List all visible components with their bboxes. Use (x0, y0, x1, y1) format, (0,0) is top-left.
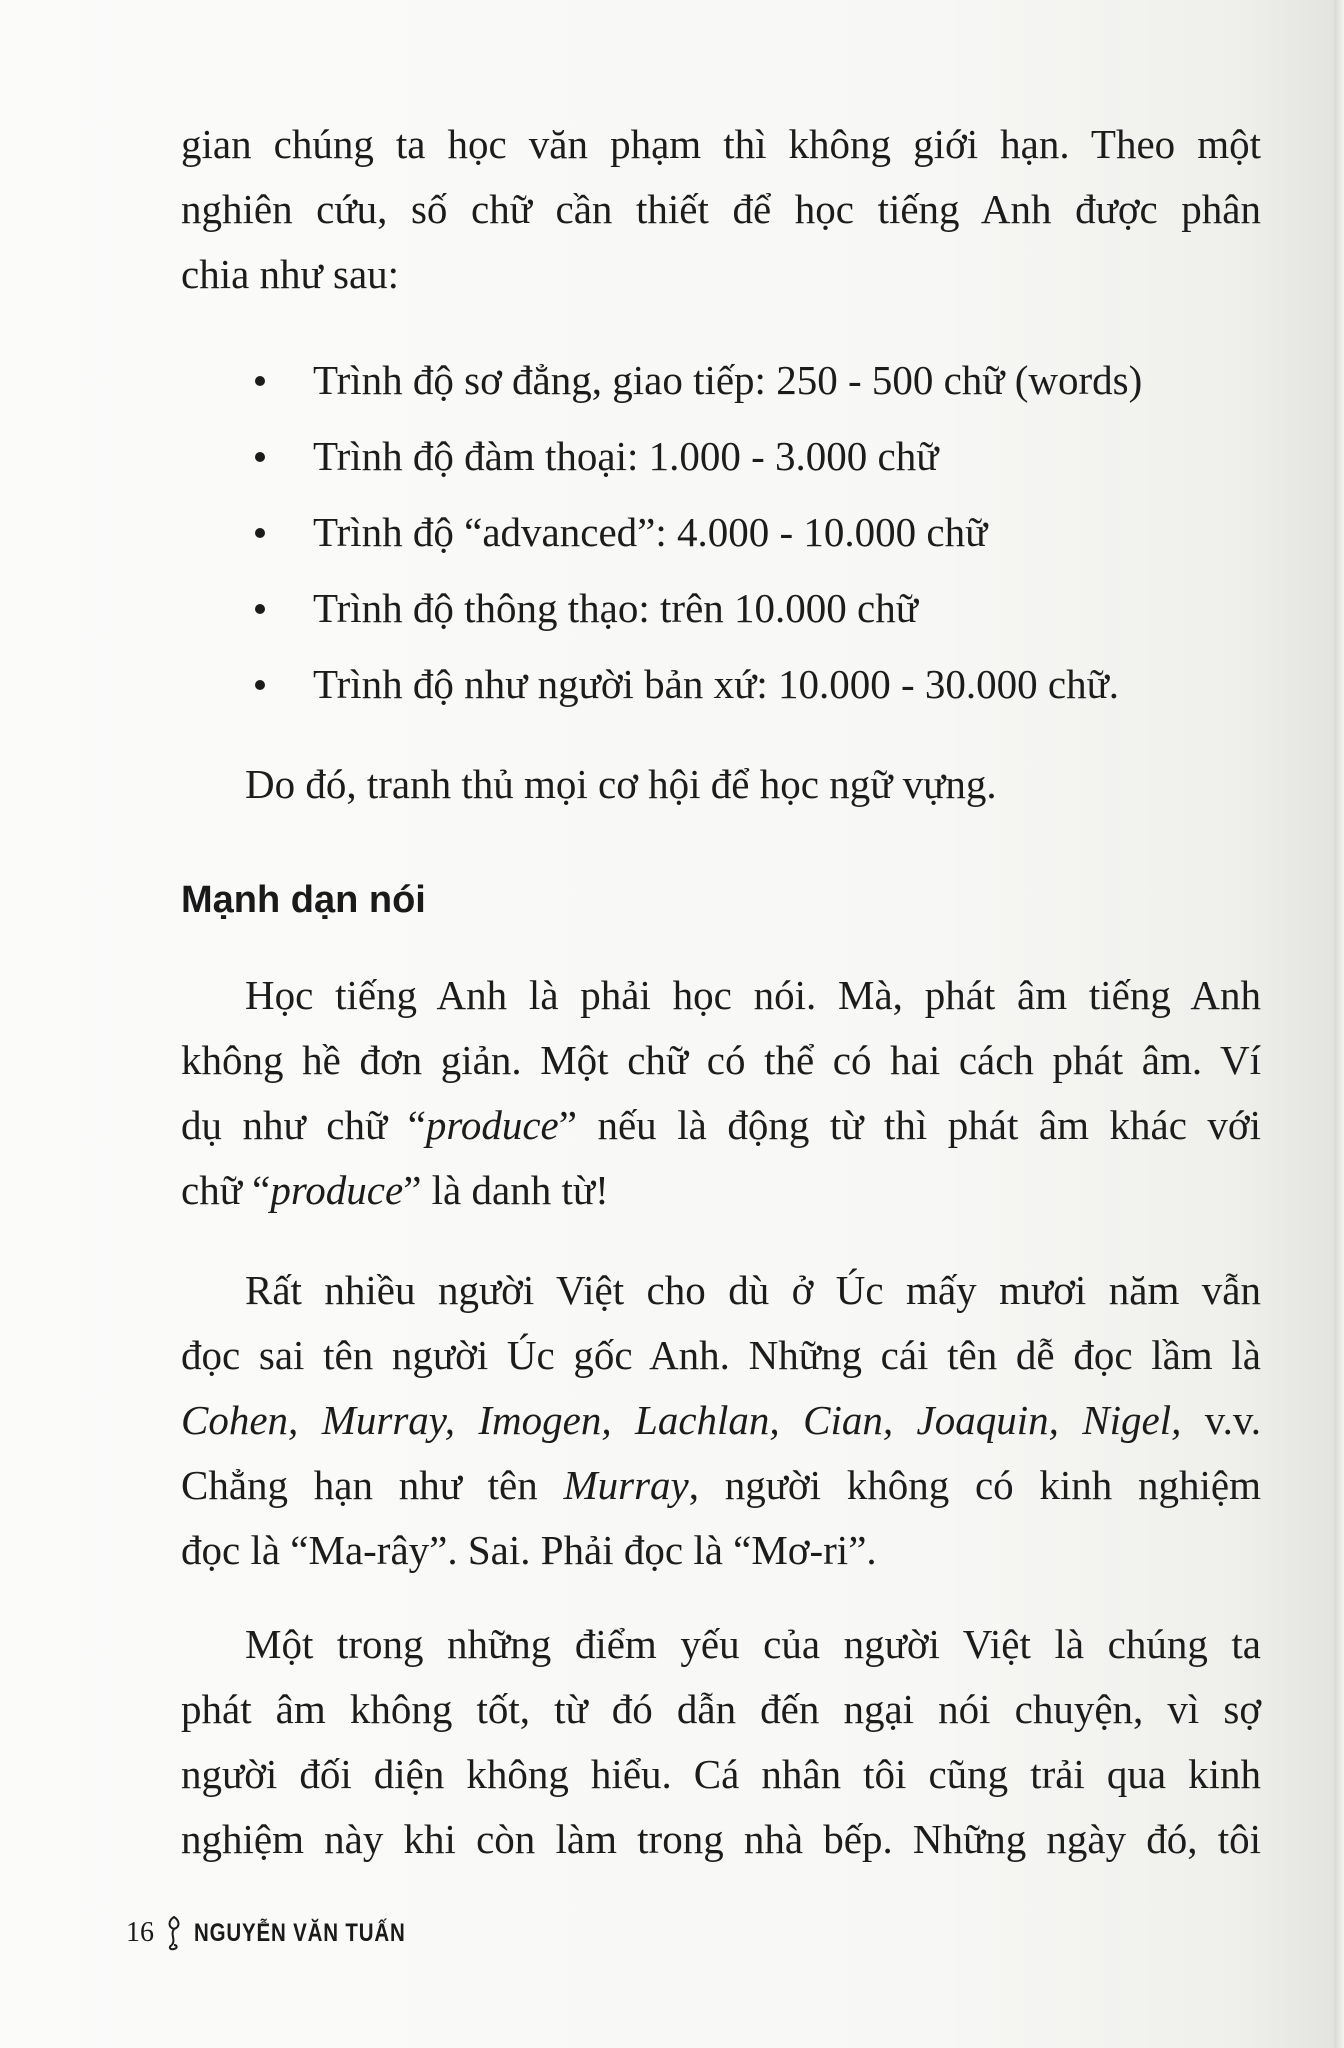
bullet-icon (255, 452, 265, 462)
text-segment: Chẳng hạn như tên (181, 1462, 564, 1508)
text-line (181, 1158, 1261, 1223)
author-name: NGUYỄN VĂN TUẤN (194, 1918, 406, 1947)
bullet-icon (255, 604, 265, 614)
page-number: 16 (126, 1917, 154, 1948)
text-line: đọc sai tên người Úc gốc Anh. Những cái tên dễ đọc lầm là (181, 1332, 1261, 1378)
text-line: không hề đơn giản. Một chữ có thể có hai cách phát âm. Ví (181, 1037, 1261, 1083)
bullet-icon (255, 528, 265, 538)
bullet-icon (255, 680, 265, 690)
text-line: phát âm không tốt, từ đó dẫn đến ngại nói chuyện, vì sợ (181, 1686, 1261, 1732)
text-line (181, 1093, 1261, 1158)
list-item (245, 342, 1142, 418)
list-item (245, 646, 1142, 722)
emphasis-word: produce (270, 1167, 404, 1213)
text-line: Rất nhiều người Việt cho dù ở Úc mấy mươi năm vẫn (245, 1267, 1261, 1313)
text-line: nghiên cứu, số chữ cần thiết để học tiếng Anh được phân (181, 186, 1261, 232)
speaking-paragraph-1 (181, 963, 1261, 1223)
text-line: Học tiếng Anh là phải học nói. Mà, phát âm tiếng Anh (245, 972, 1261, 1018)
speaking-paragraph-3 (181, 1612, 1261, 1872)
text-line: nghiệm này khi còn làm trong nhà bếp. Những ngày đó, tôi (181, 1816, 1261, 1862)
list-item-text: Trình độ thông thạo: trên 10.000 chữ (313, 585, 918, 631)
page-edge-shadow (1334, 0, 1344, 2048)
intro-paragraph (181, 112, 1261, 307)
list-item-text: Trình độ như người bản xứ: 10.000 - 30.000 chữ. (313, 661, 1120, 707)
text-line: gian chúng ta học văn phạm thì không giới hạn. Theo một (181, 121, 1261, 167)
list-item (245, 494, 1142, 570)
text-line: người đối diện không hiểu. Cá nhân tôi cũng trải qua kinh (181, 1751, 1261, 1797)
floral-ornament-icon (162, 1915, 186, 1951)
list-item (245, 418, 1142, 494)
conclusion-paragraph: Do đó, tranh thủ mọi cơ hội để học ngữ vựng. (245, 761, 997, 807)
list-item (245, 570, 1142, 646)
list-item-text: Trình độ “advanced”: 4.000 - 10.000 chữ (313, 509, 988, 555)
text-line: chia như sau: (181, 251, 400, 297)
text-line: đọc là “Ma-rây”. Sai. Phải đọc là “Mơ-ri”. (181, 1527, 877, 1573)
list-item-text: Trình độ sơ đẳng, giao tiếp: 250 - 500 chữ (words) (313, 357, 1143, 403)
list-item-text: Trình độ đàm thoại: 1.000 - 3.000 chữ (313, 433, 939, 479)
text-line (181, 1453, 1261, 1518)
text-line: Một trong những điểm yếu của người Việt là chúng ta (245, 1621, 1261, 1667)
bullet-icon (255, 376, 265, 386)
text-segment: ” là danh từ! (403, 1167, 609, 1213)
text-segment: , người không có kinh nghiệm (688, 1462, 1261, 1508)
text-segment: v.v. (1181, 1397, 1261, 1443)
text-segment: chữ “ (181, 1167, 271, 1213)
text-line (181, 1388, 1261, 1453)
section-heading: Mạnh dạn nói (181, 879, 426, 921)
emphasis-word: produce (425, 1102, 559, 1148)
text-segment: ” nếu là động từ thì phát âm khác với (558, 1102, 1262, 1148)
page-footer (126, 1915, 452, 1951)
speaking-paragraph-2 (181, 1258, 1261, 1583)
vocabulary-levels-list (245, 342, 1142, 722)
emphasis-word: Murray (563, 1462, 689, 1508)
emphasis-names: Cohen, Murray, Imogen, Lachlan, Cian, Joaquin, Nigel, (181, 1397, 1182, 1443)
text-segment: dụ như chữ “ (181, 1102, 426, 1148)
